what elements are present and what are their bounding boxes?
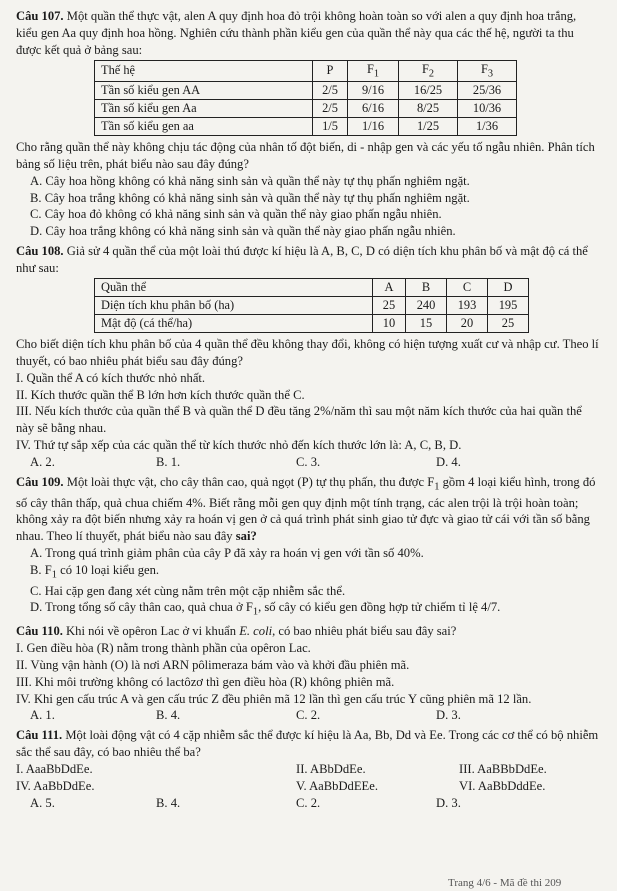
table-header-row: Quần thể A B C D bbox=[95, 278, 529, 296]
answer-a: A. 5. bbox=[30, 795, 55, 810]
item-row bbox=[16, 778, 601, 795]
answer-c: C. 3. bbox=[296, 455, 321, 470]
question-107 bbox=[16, 8, 601, 240]
table-row: Mật độ (cá thể/ha) 10 15 20 25 bbox=[95, 314, 529, 332]
option-a: A. Cây hoa hồng không có khả năng sinh sản và quần thể này tự thụ phấn nghiêm ngặt. bbox=[30, 173, 470, 188]
page-footer: Trang 4/6 - Mã đề thi 209 bbox=[448, 877, 562, 889]
answer-row bbox=[16, 707, 601, 724]
item-iv: IV. AaBbDdEe. bbox=[16, 778, 95, 793]
answer-d: D. 4. bbox=[436, 455, 461, 470]
answer-b: B. 4. bbox=[156, 795, 181, 810]
question-111-stem: Câu 111. Một loài động vật có 4 cặp nhiễm sắc thể được kí hiệu là Aa, Bb, Dd và Ee. Trong các cơ thể có bộ nhiễm sắc thể sau đây, có bao nhiêu thể ba? bbox=[16, 728, 599, 760]
answer-d: D. 3. bbox=[436, 795, 461, 810]
statement-i: I. Quần thể A có kích thước nhỏ nhất. bbox=[16, 370, 206, 385]
option-a: A. Trong quá trình giảm phân của cây P đã xảy ra hoán vị gen với tần số 40%. bbox=[30, 546, 424, 561]
question-110-stem: Câu 110. Khi nói về opêron Lac ở vi khuẩn E. coli, có bao nhiêu phát biểu sau đây sai? bbox=[16, 624, 457, 639]
population-table bbox=[94, 278, 529, 333]
item-row bbox=[16, 761, 601, 778]
question-107-stem: Câu 107. Một quần thể thực vật, alen A quy định hoa đỏ trội không hoàn toàn so với alen a quy định hoa trắng, kiểu gen Aa quy định hoa hồng. Nghiên cứu thành phần kiểu gen của quần thể này qua các thế hệ, người ta thu được kết quả ở bảng sau: bbox=[16, 9, 577, 57]
option-b: B. $F_1$ có 10 loại kiểu gen. bbox=[30, 563, 160, 581]
answer-row bbox=[16, 795, 601, 812]
item-vi: VI. AaBbDddEe. bbox=[459, 778, 546, 793]
statement-ii: II. Kích thước quần thể B lớn hơn kích thước quần thể C. bbox=[16, 387, 305, 402]
question-number: Câu 108. bbox=[16, 244, 64, 259]
answer-a: A. 2. bbox=[30, 455, 55, 470]
question-number: Câu 107. bbox=[16, 9, 64, 23]
option-d: D. Trong tổng số cây thân cao, quả chua ở $F_1$, số cây có kiểu gen đồng hợp tử chiếm tỉ lệ 4/7. bbox=[30, 600, 501, 618]
question-109-stem: Câu 109. Một loài thực vật, cho cây thân cao, quả ngọt (P) tự thụ phấn, thu được $F_1$ gồm 4 loại kiểu hình, trong đó số cây thân thấp, quả chua chiếm 4%. Biết rằng mỗi gen quy định một tính trạng, các alen trội là trội hoàn toàn; không xảy ra đột biến nhưng xảy ra hoán vị gen ở cả quá trình phát sinh giao tử đực và giao tử cái với tần số bằng nhau. Theo lí thuyết, phát biểu nào sau đây sai? bbox=[16, 474, 596, 544]
statement-iv: IV. Thứ tự sắp xếp của các quần thể từ kích thước nhỏ đến kích thước lớn là: A, C, B, D. bbox=[16, 438, 462, 453]
item-i: I. AaaBbDdEe. bbox=[16, 762, 93, 777]
table-row: Tần số kiểu gen aa 1/5 1/16 1/25 1/36 bbox=[95, 117, 517, 135]
option-c: C. Hai cặp gen đang xét cùng nằm trên một cặp nhiễm sắc thể. bbox=[30, 583, 346, 598]
answer-row bbox=[16, 454, 601, 471]
item-ii: II. ABbDdEe. bbox=[296, 762, 366, 777]
item-v: V. AaBbDdEEe. bbox=[296, 778, 378, 793]
question-number: Câu 111. bbox=[16, 728, 63, 743]
statement-iii: III. Khi môi trường không có lactôzơ thì gen điều hòa (R) không phiên mã. bbox=[16, 674, 395, 689]
statement-i: I. Gen điều hòa (R) nằm trong thành phần của opêron Lac. bbox=[16, 640, 311, 655]
question-109 bbox=[16, 474, 601, 620]
statement-ii: II. Vùng vận hành (O) là nơi ARN pôlimeraza bám vào và khởi đầu phiên mã. bbox=[16, 657, 410, 672]
statement-iii: III. Nếu kích thước của quần thể B và quần thể D đều tăng 2%/năm thì sau một năm kích thước của hai quần thể này sẽ bằng nhau. bbox=[16, 404, 582, 436]
option-d: D. Cây hoa trắng không có khả năng sinh sản và quần thể này giao phấn ngẫu nhiên. bbox=[30, 224, 456, 239]
question-number: Câu 109. bbox=[16, 474, 64, 489]
option-b: B. Cây hoa trắng không có khả năng sinh sản và quần thể này tự thụ phấn nghiêm ngặt. bbox=[30, 190, 470, 205]
statement-iv: IV. Khi gen cấu trúc A và gen cấu trúc Z đều phiên mã 12 lần thì gen cấu trúc Y cũng phiên mã 12 lần. bbox=[16, 691, 532, 706]
question-number: Câu 110. bbox=[16, 624, 63, 639]
question-108-stem: Câu 108. Giả sử 4 quần thể của một loài thú được kí hiệu là A, B, C, D có diện tích khu phân bố và mật độ cá thể như sau: bbox=[16, 244, 588, 276]
answer-c: C. 2. bbox=[296, 708, 321, 723]
option-c: C. Cây hoa đỏ không có khả năng sinh sản và quần thể này giao phấn ngẫu nhiên. bbox=[30, 207, 442, 222]
question-108-context: Cho biết diện tích khu phân bố của 4 quần thể đều không thay đổi, không có hiện tượng xuất cư và nhập cư. Theo lí thuyết, có bao nhiêu phát biểu sau đây đúng? bbox=[16, 336, 599, 368]
genotype-frequency-table bbox=[94, 60, 517, 136]
table-row: Diện tích khu phân bố (ha) 25 240 193 195 bbox=[95, 296, 529, 314]
question-107-context: Cho rằng quần thể này không chịu tác động của nhân tố đột biến, di - nhập gen và các yếu tố ngẫu nhiên. Phân tích bảng số liệu trên, phát biểu nào sau đây đúng? bbox=[16, 139, 595, 171]
question-111 bbox=[16, 727, 601, 811]
answer-b: B. 4. bbox=[156, 708, 181, 723]
question-108 bbox=[16, 243, 601, 471]
answer-a: A. 1. bbox=[30, 708, 55, 723]
item-iii: III. AaBBbDdEe. bbox=[459, 762, 547, 777]
question-110 bbox=[16, 623, 601, 724]
table-header-row: Thế hệ P $F_1$ $F_2$ $F_3$ bbox=[95, 60, 517, 81]
answer-b: B. 1. bbox=[156, 455, 181, 470]
answer-d: D. 3. bbox=[436, 708, 461, 723]
table-row: Tần số kiểu gen Aa 2/5 6/16 8/25 10/36 bbox=[95, 99, 517, 117]
answer-c: C. 2. bbox=[296, 795, 321, 810]
table-row: Tần số kiểu gen AA 2/5 9/16 16/25 25/36 bbox=[95, 81, 517, 99]
